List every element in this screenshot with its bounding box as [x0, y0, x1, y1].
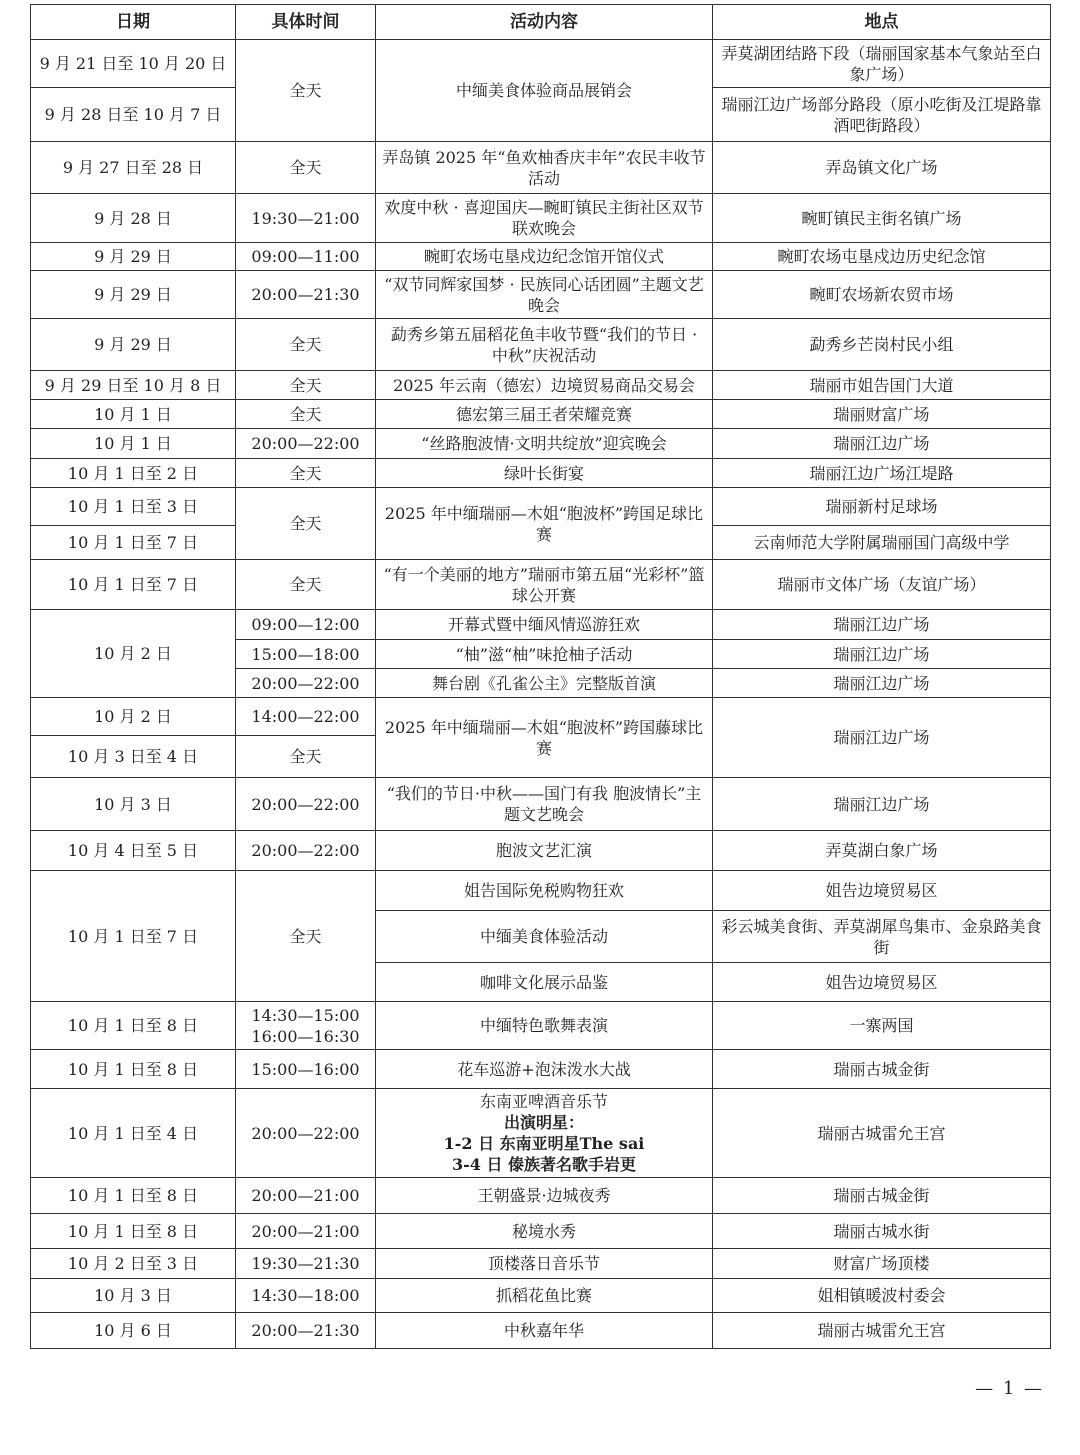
date-cell: 9 月 28 日至 10 月 7 日 [31, 88, 236, 142]
table-row [31, 1249, 1051, 1279]
header-date: 日期 [31, 5, 236, 40]
place-cell: 畹町农场新农贸市场 [713, 271, 1051, 319]
place-cell: 瑞丽市文体广场（友谊广场） [713, 560, 1051, 610]
time-cell: 14:30—18:00 [236, 1279, 376, 1313]
place-cell: 瑞丽江边广场 [713, 640, 1051, 669]
table-header-row [31, 5, 1051, 40]
place-cell: 畹町镇民主街名镇广场 [713, 194, 1051, 243]
date-cell: 9 月 29 日 [31, 243, 236, 271]
date-cell: 10 月 3 日 [31, 778, 236, 831]
content-cell: “我们的节日·中秋——国门有我 胞波情长”主题文艺晚会 [376, 778, 713, 831]
time-cell: 全天 [236, 488, 376, 560]
time-cell: 全天 [236, 371, 376, 400]
table-row [31, 1178, 1051, 1214]
date-cell: 9 月 28 日 [31, 194, 236, 243]
place-cell: 财富广场顶楼 [713, 1249, 1051, 1279]
music-festival-title: 东南亚啤酒音乐节 [479, 1092, 608, 1111]
content-cell: 弄岛镇 2025 年“鱼欢柚香庆丰年”农民丰收节活动 [376, 142, 713, 194]
place-cell: 瑞丽古城金街 [713, 1178, 1051, 1214]
time-cell: 20:00—22:00 [236, 1089, 376, 1178]
place-cell: 畹町农场屯垦戍边历史纪念馆 [713, 243, 1051, 271]
time-cell: 20:00—22:00 [236, 778, 376, 831]
table-row [31, 610, 1051, 640]
content-cell: 花车巡游+泡沫泼水大战 [376, 1050, 713, 1089]
time-cell: 20:00—22:00 [236, 669, 376, 698]
table-row [31, 400, 1051, 429]
content-cell: “柚”滋“柚”味抢柚子活动 [376, 640, 713, 669]
content-cell: 中缅特色歌舞表演 [376, 1002, 713, 1050]
time-cell: 全天 [236, 736, 376, 778]
table-row [31, 1002, 1051, 1050]
time-cell: 20:00—21:30 [236, 271, 376, 319]
page-number: — 1 — [975, 1378, 1044, 1399]
time-cell: 20:00—21:30 [236, 1313, 376, 1349]
content-cell: 抓稻花鱼比赛 [376, 1279, 713, 1313]
date-cell: 10 月 1 日至 8 日 [31, 1002, 236, 1050]
time-cell: 19:30—21:00 [236, 194, 376, 243]
table-row [31, 1089, 1051, 1178]
content-cell: “有一个美丽的地方”瑞丽市第五届“光彩杯”篮球公开赛 [376, 560, 713, 610]
table-row [31, 560, 1051, 610]
date-cell: 9 月 29 日 [31, 319, 236, 371]
place-cell: 弄莫湖团结路下段（瑞丽国家基本气象站至白象广场） [713, 40, 1051, 88]
time-cell: 全天 [236, 142, 376, 194]
time-cell: 09:00—11:00 [236, 243, 376, 271]
table-row [31, 271, 1051, 319]
header-place: 地点 [713, 5, 1051, 40]
content-cell: 2025 年中缅瑞丽—木姐“胞波杯”跨国藤球比赛 [376, 698, 713, 778]
date-cell: 10 月 2 日 [31, 610, 236, 698]
date-cell: 10 月 6 日 [31, 1313, 236, 1349]
date-cell: 10 月 1 日至 8 日 [31, 1178, 236, 1214]
content-cell: 2025 年云南（德宏）边境贸易商品交易会 [376, 371, 713, 400]
time-cell: 20:00—21:00 [236, 1214, 376, 1249]
date-cell: 10 月 3 日 [31, 1279, 236, 1313]
content-cell: 胞波文艺汇演 [376, 831, 713, 871]
time-cell: 全天 [236, 871, 376, 1002]
time-cell: 15:00—18:00 [236, 640, 376, 669]
table-row [31, 194, 1051, 243]
table-row [31, 142, 1051, 194]
header-time: 具体时间 [236, 5, 376, 40]
table-row [31, 1279, 1051, 1313]
time-cell: 20:00—21:00 [236, 1178, 376, 1214]
event-schedule-table [30, 4, 1051, 1349]
table-row [31, 1050, 1051, 1089]
table-row [31, 40, 1051, 88]
time-cell: 全天 [236, 459, 376, 488]
place-cell: 勐秀乡芒岗村民小组 [713, 319, 1051, 371]
header-content: 活动内容 [376, 5, 713, 40]
date-cell: 10 月 1 日至 8 日 [31, 1050, 236, 1089]
place-cell: 弄莫湖白象广场 [713, 831, 1051, 871]
place-cell: 瑞丽江边广场部分路段（原小吃街及江堤路靠酒吧街路段） [713, 88, 1051, 142]
content-cell: 中缅美食体验商品展销会 [376, 40, 713, 142]
date-cell: 10 月 1 日至 8 日 [31, 1214, 236, 1249]
place-cell: 瑞丽江边广场 [713, 429, 1051, 459]
table-row [31, 871, 1051, 911]
date-cell: 10 月 3 日至 4 日 [31, 736, 236, 778]
time-cell: 19:30—21:30 [236, 1249, 376, 1279]
table-row [31, 698, 1051, 736]
content-cell: 姐告国际免税购物狂欢 [376, 871, 713, 911]
time-cell: 全天 [236, 319, 376, 371]
date-cell: 10 月 1 日至 4 日 [31, 1089, 236, 1178]
table-row [31, 243, 1051, 271]
date-cell: 10 月 1 日至 7 日 [31, 560, 236, 610]
place-cell: 瑞丽新村足球场 [713, 488, 1051, 526]
place-cell: 彩云城美食街、弄莫湖犀鸟集市、金泉路美食街 [713, 911, 1051, 963]
table-row [31, 429, 1051, 459]
music-festival-performers: 出演明星： 1-2 日 东南亚明星The sai 3-4 日 傣族著名歌手岩更 [443, 1113, 645, 1174]
content-cell: 2025 年中缅瑞丽—木姐“胞波杯”跨国足球比赛 [376, 488, 713, 560]
date-cell: 10 月 2 日 [31, 698, 236, 736]
content-cell: 中缅美食体验活动 [376, 911, 713, 963]
date-cell: 9 月 29 日至 10 月 8 日 [31, 371, 236, 400]
date-cell: 9 月 29 日 [31, 271, 236, 319]
time-cell: 全天 [236, 400, 376, 429]
place-cell: 瑞丽江边广场 [713, 610, 1051, 640]
date-cell: 10 月 2 日至 3 日 [31, 1249, 236, 1279]
content-cell: 德宏第三届王者荣耀竞赛 [376, 400, 713, 429]
time-cell: 20:00—22:00 [236, 831, 376, 871]
content-cell: 咖啡文化展示品鉴 [376, 963, 713, 1002]
place-cell: 姐告边境贸易区 [713, 963, 1051, 1002]
place-cell: 瑞丽财富广场 [713, 400, 1051, 429]
table-row [31, 1214, 1051, 1249]
time-cell: 14:30—15:00 16:00—16:30 [236, 1002, 376, 1050]
date-cell: 10 月 1 日 [31, 429, 236, 459]
content-cell: 畹町农场屯垦戍边纪念馆开馆仪式 [376, 243, 713, 271]
content-cell: 勐秀乡第五届稻花鱼丰收节暨“我们的节日 · 中秋”庆祝活动 [376, 319, 713, 371]
date-cell: 9 月 27 日至 28 日 [31, 142, 236, 194]
date-cell: 10 月 1 日 [31, 400, 236, 429]
content-cell: 王朝盛景·边城夜秀 [376, 1178, 713, 1214]
place-cell: 云南师范大学附属瑞丽国门高级中学 [713, 526, 1051, 560]
place-cell: 瑞丽江边广场江堤路 [713, 459, 1051, 488]
time-cell: 09:00—12:00 [236, 610, 376, 640]
place-cell: 弄岛镇文化广场 [713, 142, 1051, 194]
place-cell: 姐告边境贸易区 [713, 871, 1051, 911]
place-cell: 瑞丽江边广场 [713, 778, 1051, 831]
table-row [31, 319, 1051, 371]
table-row [31, 1313, 1051, 1349]
time-cell: 20:00—22:00 [236, 429, 376, 459]
content-cell: 欢度中秋 · 喜迎国庆—畹町镇民主街社区双节联欢晚会 [376, 194, 713, 243]
place-cell: 瑞丽江边广场 [713, 669, 1051, 698]
table-row [31, 488, 1051, 526]
content-cell: “丝路胞波情·文明共绽放”迎宾晚会 [376, 429, 713, 459]
date-cell: 9 月 21 日至 10 月 20 日 [31, 40, 236, 88]
table-row [31, 371, 1051, 400]
date-cell: 10 月 1 日至 2 日 [31, 459, 236, 488]
place-cell: 瑞丽古城雷允王宫 [713, 1089, 1051, 1178]
content-cell: 开幕式暨中缅风情巡游狂欢 [376, 610, 713, 640]
table-row [31, 459, 1051, 488]
time-cell: 全天 [236, 560, 376, 610]
content-cell: 舞台剧《孔雀公主》完整版首演 [376, 669, 713, 698]
content-cell: 中秋嘉年华 [376, 1313, 713, 1349]
time-cell: 14:00—22:00 [236, 698, 376, 736]
place-cell: 瑞丽市姐告国门大道 [713, 371, 1051, 400]
table-row [31, 831, 1051, 871]
place-cell: 一寨两国 [713, 1002, 1051, 1050]
time-cell: 全天 [236, 40, 376, 142]
table-row [31, 778, 1051, 831]
date-cell: 10 月 1 日至 7 日 [31, 526, 236, 560]
content-cell: 顶楼落日音乐节 [376, 1249, 713, 1279]
time-cell: 15:00—16:00 [236, 1050, 376, 1089]
content-cell: 绿叶长街宴 [376, 459, 713, 488]
place-cell: 姐相镇暖波村委会 [713, 1279, 1051, 1313]
place-cell: 瑞丽古城水街 [713, 1214, 1051, 1249]
place-cell: 瑞丽江边广场 [713, 698, 1051, 778]
date-cell: 10 月 4 日至 5 日 [31, 831, 236, 871]
date-cell: 10 月 1 日至 7 日 [31, 871, 236, 1002]
content-cell [376, 1089, 713, 1178]
place-cell: 瑞丽古城雷允王宫 [713, 1313, 1051, 1349]
place-cell: 瑞丽古城金街 [713, 1050, 1051, 1089]
content-cell: 秘境水秀 [376, 1214, 713, 1249]
date-cell: 10 月 1 日至 3 日 [31, 488, 236, 526]
content-cell: “双节同辉家国梦 · 民族同心话团圆”主题文艺晚会 [376, 271, 713, 319]
